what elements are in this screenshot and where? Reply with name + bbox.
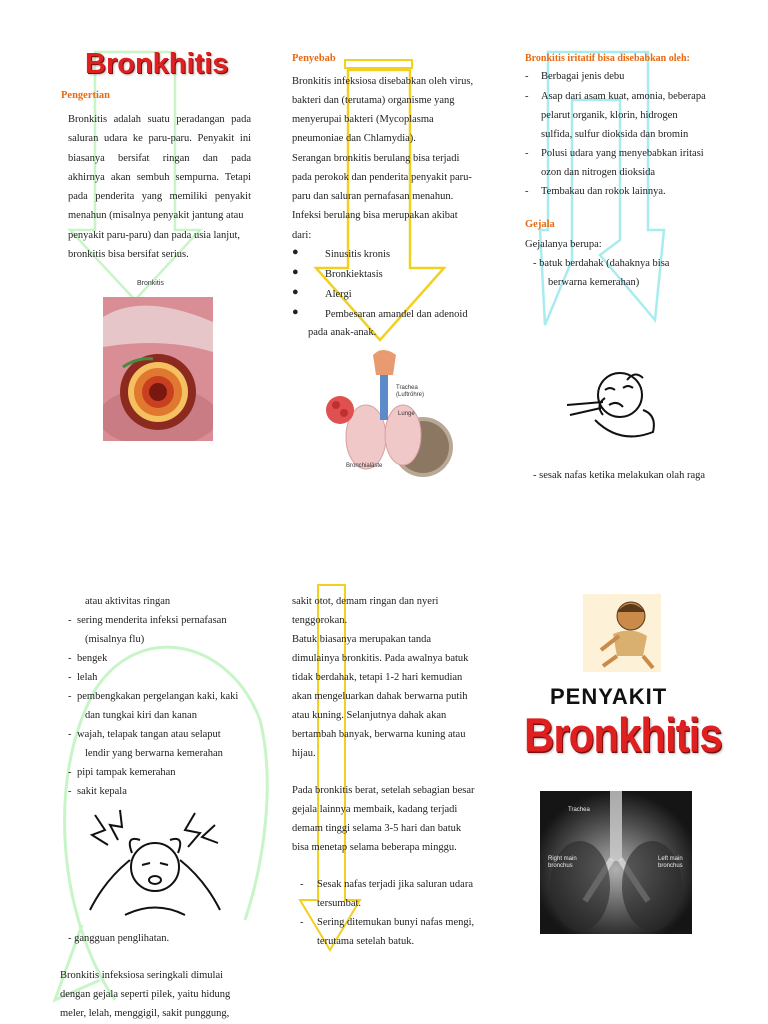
text-line: pneumoniae dan Chlamydia). — [292, 133, 416, 144]
list-item: Bronkiektasis — [325, 269, 383, 280]
list-dash: - — [300, 917, 304, 928]
diagram-label: (Luftröhre) — [396, 392, 425, 398]
xray-label: Right main — [548, 856, 577, 862]
list-dash: - — [68, 786, 72, 797]
text-line: atau kuning. Selanjutnya dahak akan — [292, 710, 447, 721]
diagram-label: Bronchialäste — [346, 463, 383, 469]
text-line: pada penderita yang memiliki penyakit — [68, 191, 251, 202]
headache-person-illustration — [80, 805, 230, 920]
xray-label: bronchus — [658, 863, 683, 869]
list-item: Tembakau dan rokok lainnya. — [541, 186, 666, 197]
list-item: pipi tampak kemerahan — [77, 767, 176, 778]
diagram-label: Lunge — [398, 411, 415, 417]
text-line: biasanya bersifat ringan dan pada — [68, 153, 251, 164]
bronchus-illustration — [103, 297, 213, 441]
text-line: bertambah banyak, berwarna kuning atau — [292, 729, 466, 740]
diagram-label: Trachea — [396, 385, 418, 391]
list-dash: - — [525, 91, 529, 102]
list-item: sering menderita infeksi pernafasan — [77, 615, 227, 626]
list-item: atau aktivitas ringan — [85, 596, 171, 607]
list-item: wajah, telapak tangan atau selaput — [77, 729, 221, 740]
text-line: Bronkitis infeksiosa seringkali dimulai — [60, 970, 224, 981]
symptom-line: - sesak nafas ketika melakukan olah raga — [533, 470, 706, 481]
list-item: Berbagai jenis debu — [541, 71, 625, 82]
respiratory-diagram — [318, 345, 453, 480]
text-line: bakteri dan (terutama) organisme yang — [292, 95, 455, 106]
symptom-line: - batuk berdahak (dahaknya bisa — [533, 258, 670, 269]
text-line: dari: — [292, 230, 312, 241]
panel3-heading: Bronkitis iritatif bisa disebabkan oleh: — [525, 53, 690, 64]
text-line: bisa menetap selama beberapa minggu. — [292, 842, 457, 853]
xray-label: Left main — [658, 856, 683, 862]
list-item: pembengkakan pergelangan kaki, kaki — [77, 691, 239, 702]
list-dash: - — [68, 672, 72, 683]
xray-label: bronchus — [548, 863, 573, 869]
list-item: (misalnya flu) — [85, 634, 145, 645]
text-line: tidak berdahak, tetapi 1-2 hari kemudian — [292, 672, 463, 683]
text-line: dengan gejala seperti pilek, yaitu hidung — [60, 989, 231, 1000]
text-line: bronkitis bisa bersifat serius. — [68, 249, 189, 260]
panel2-heading: Penyebab — [292, 53, 336, 64]
gejala-intro: Gejalanya berupa: — [525, 239, 602, 250]
text-line: pada perokok dan penderita penyakit paru- — [292, 172, 472, 183]
panel6-title-main: Bronkhitis — [524, 708, 722, 763]
list-item: dan tungkai kiri dan kanan — [85, 710, 197, 721]
list-item: Pembesaran amandel dan adenoid — [325, 309, 468, 320]
list-item: ozon dan nitrogen dioksida — [541, 167, 656, 178]
coughing-person-illustration — [565, 360, 660, 445]
xray-label: Trachea — [568, 807, 590, 813]
list-item: tersumbat. — [317, 898, 362, 909]
symptom-line: berwarna kemerahan) — [548, 277, 640, 288]
text-line: demam tinggi selama 3-5 hari dan batuk — [292, 823, 462, 834]
sick-child-illustration — [583, 594, 661, 672]
list-item: lelah — [77, 672, 98, 683]
list-item: sulfida, sulfur dioksida dan bromin — [541, 129, 689, 140]
list-item: Asap dari asam kuat, amonia, beberapa — [541, 91, 706, 102]
list-item: Sesak nafas terjadi jika saluran udara — [317, 879, 473, 890]
list-dash: - — [525, 148, 529, 159]
list-item: Polusi udara yang menyebabkan iritasi — [541, 148, 704, 159]
text-line: Batuk biasanya merupakan tanda — [292, 634, 432, 645]
text-line: Bronkitis infeksiosa disebabkan oleh virus, — [292, 76, 474, 87]
gejala-heading: Gejala — [525, 219, 555, 230]
text-line: akhirnya akan sembuh sempurna. Tetapi — [68, 172, 251, 183]
text-line: sakit otot, demam ringan dan nyeri — [292, 596, 439, 607]
bullet-dot: ● — [292, 246, 299, 258]
list-item: Sering ditemukan bunyi nafas mengi, — [317, 917, 475, 928]
chest-xray-image — [540, 791, 692, 934]
panel1-heading: Pengertian — [61, 90, 110, 101]
text-line: meler, lelah, menggigil, sakit punggung, — [60, 1008, 230, 1019]
text-line: hijau. — [292, 748, 316, 759]
text-line: Infeksi berulang bisa merupakan akibat — [292, 210, 458, 221]
text-line: dimulainya bronkitis. Pada awalnya batuk — [292, 653, 469, 664]
bronchus-image-caption: Bronkitis — [137, 280, 164, 287]
text-line: menyerupai bakteri (Mycoplasma — [292, 114, 434, 125]
list-dash: - — [300, 879, 304, 890]
list-item: bengek — [77, 653, 108, 664]
list-item: terutama setelah batuk. — [317, 936, 415, 947]
list-dash: - — [68, 615, 72, 626]
bullet-dot: ● — [292, 306, 299, 318]
list-dash: - — [525, 71, 529, 82]
list-dash: - — [68, 729, 72, 740]
text-line: penyakit paru-paru) dan pada usia lanjut, — [68, 230, 241, 241]
panel6-title-top: PENYAKIT — [550, 684, 668, 709]
bullet-dot: ● — [292, 286, 299, 298]
list-dash: - — [68, 691, 72, 702]
list-item: lendir yang berwarna kemerahan — [85, 748, 223, 759]
text-line: menahun (misalnya penyakit jantung atau — [68, 210, 244, 221]
text-line: tenggorokan. — [292, 615, 348, 626]
text-line: Pada bronkitis berat, setelah sebagian besar — [292, 785, 475, 796]
list-item: pelarut organik, klorin, hidrogen — [541, 110, 678, 121]
list-dash: - — [68, 767, 72, 778]
text-line: saluran udara ke paru-paru. Penyakit ini — [68, 133, 251, 144]
symptom-line: - gangguan penglihatan. — [68, 933, 170, 944]
text-line: akan mengeluarkan dahak berwarna putih — [292, 691, 468, 702]
text-line: Serangan bronkitis berulang bisa terjadi — [292, 153, 460, 164]
text-line: Bronkitis adalah suatu peradangan pada — [68, 114, 251, 125]
list-item: Alergi — [325, 289, 352, 300]
list-item: sakit kepala — [77, 786, 127, 797]
text-line: gejala lainnya membaik, kadang terjadi — [292, 804, 458, 815]
text-line: paru dan saluran pernafasan menahun. — [292, 191, 454, 202]
bullet-dot: ● — [292, 266, 299, 278]
list-dash: - — [68, 653, 72, 664]
panel1-title: Bronkhitis — [85, 48, 229, 80]
list-item-continuation: pada anak-anak. — [308, 327, 377, 338]
list-item: Sinusitis kronis — [325, 249, 391, 260]
list-dash: - — [525, 186, 529, 197]
